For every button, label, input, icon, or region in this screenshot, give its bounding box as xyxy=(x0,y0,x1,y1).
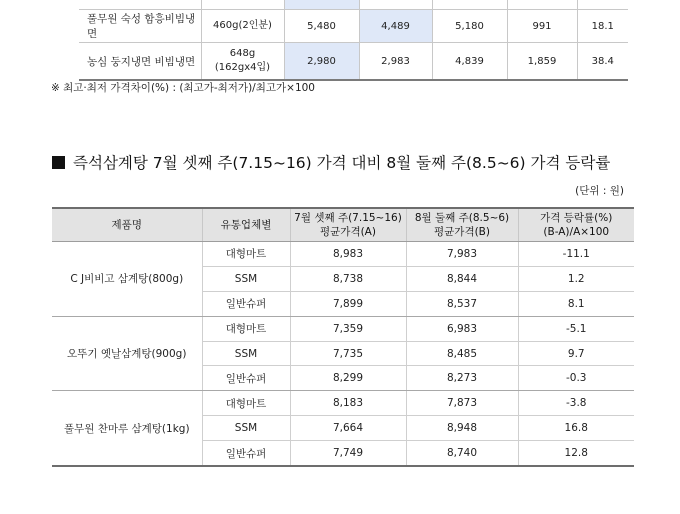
price-cell: 991 xyxy=(507,10,577,43)
price-b-cell: 6,983 xyxy=(406,316,518,341)
price-a-cell: 8,738 xyxy=(290,266,406,291)
channel-cell: 대형마트 xyxy=(202,242,290,267)
table-row xyxy=(52,391,634,416)
channel-cell: SSM xyxy=(202,341,290,366)
price-a-cell: 7,899 xyxy=(290,291,406,316)
header-price-b-line1: 8월 둘째 주(8.5~6) xyxy=(414,212,510,224)
price-b-cell: 8,948 xyxy=(406,416,518,441)
change-rate-cell: -0.3 xyxy=(518,366,634,391)
change-rate-cell: 1.2 xyxy=(518,266,634,291)
change-rate-cell: -3.8 xyxy=(518,391,634,416)
price-b-cell: 8,273 xyxy=(406,366,518,391)
price-b-cell: 8,740 xyxy=(406,441,518,466)
weight-line-2: (162gx4입) xyxy=(214,62,271,73)
channel-cell: SSM xyxy=(202,416,290,441)
channel-cell: 일반슈퍼 xyxy=(202,291,290,316)
header-price-b xyxy=(406,208,518,242)
price-diff-note: ※ 최고·최저 가격차이(%) : (최고가-최저가)/최고가×100 xyxy=(51,82,315,94)
price-a-cell: 7,735 xyxy=(290,341,406,366)
product-name-cell: 풀무원 숙성 함흥비빔냉면 xyxy=(79,10,201,43)
change-rate-cell: -11.1 xyxy=(518,242,634,267)
price-cell: 2,983 xyxy=(359,43,432,81)
change-rate-cell: 8.1 xyxy=(518,291,634,316)
table-row xyxy=(52,316,634,341)
change-rate-cell: 12.8 xyxy=(518,441,634,466)
price-cell: 1,859 xyxy=(507,43,577,81)
header-channel: 유통업체별 xyxy=(202,208,290,242)
price-a-cell: 8,299 xyxy=(290,366,406,391)
price-cell xyxy=(507,0,577,10)
table-row xyxy=(52,242,634,267)
unit-label: (단위 : 원) xyxy=(575,185,624,197)
section-title xyxy=(52,151,610,173)
product-name-cell: 풀무원 찬마루 삼계탕(1kg) xyxy=(52,391,202,466)
product-name-cell: 오뚜기 옛날삼계탕(900g) xyxy=(52,316,202,391)
header-change-line1: 가격 등락률(%) xyxy=(540,212,613,224)
price-cell: 18.1 xyxy=(577,10,628,43)
price-cell xyxy=(359,0,432,10)
lowest-price-cell xyxy=(284,0,359,10)
price-b-cell: 8,537 xyxy=(406,291,518,316)
price-a-cell: 7,664 xyxy=(290,416,406,441)
table-header-row xyxy=(52,208,634,242)
header-product: 제품명 xyxy=(52,208,202,242)
header-price-a-line2: 평균가격(A) xyxy=(320,226,376,238)
channel-cell: 대형마트 xyxy=(202,391,290,416)
samgyetang-price-table xyxy=(52,207,634,467)
price-cell xyxy=(577,0,628,10)
price-cell: 5,180 xyxy=(432,10,507,43)
price-cell: 38.4 xyxy=(577,43,628,81)
price-cell: 5,480 xyxy=(284,10,359,43)
price-cell: 4,839 xyxy=(432,43,507,81)
product-name-cell: 농심 둥지냉면 비빔냉면 xyxy=(79,43,201,81)
header-price-a-line1: 7월 셋째 주(7.15~16) xyxy=(294,212,402,224)
channel-cell: 일반슈퍼 xyxy=(202,366,290,391)
lowest-price-cell: 4,489 xyxy=(359,10,432,43)
weight-cell xyxy=(201,10,284,43)
header-change xyxy=(518,208,634,242)
square-bullet-icon xyxy=(52,156,65,169)
top-table-row xyxy=(79,10,628,43)
weight-cell xyxy=(201,43,284,81)
channel-cell: 일반슈퍼 xyxy=(202,441,290,466)
price-b-cell: 8,844 xyxy=(406,266,518,291)
change-rate-cell: 16.8 xyxy=(518,416,634,441)
weight-line: 648g xyxy=(229,48,256,59)
price-a-cell: 8,983 xyxy=(290,242,406,267)
price-a-cell: 8,183 xyxy=(290,391,406,416)
price-a-cell: 7,359 xyxy=(290,316,406,341)
change-rate-cell: 9.7 xyxy=(518,341,634,366)
product-name-cell: C J비비고 삼계탕(800g) xyxy=(52,242,202,317)
top-table-row xyxy=(79,43,628,81)
top-table-row xyxy=(79,0,628,10)
header-price-b-line2: 평균가격(B) xyxy=(434,226,490,238)
price-cell xyxy=(432,0,507,10)
header-price-a xyxy=(290,208,406,242)
channel-cell: 대형마트 xyxy=(202,316,290,341)
price-b-cell: 7,873 xyxy=(406,391,518,416)
price-a-cell: 7,749 xyxy=(290,441,406,466)
channel-cell: SSM xyxy=(202,266,290,291)
product-name-cell xyxy=(79,0,201,10)
price-b-cell: 7,983 xyxy=(406,242,518,267)
section-title-text: 즉석삼계탕 7월 셋째 주(7.15~16) 가격 대비 8월 둘째 주(8.5~6) 가격 등락률 xyxy=(73,154,611,172)
weight-line: 460g(2인분) xyxy=(213,20,272,31)
weight-cell xyxy=(201,0,284,10)
top-price-table xyxy=(79,0,628,81)
lowest-price-cell: 2,980 xyxy=(284,43,359,81)
header-change-line2: (B-A)/A×100 xyxy=(543,226,610,238)
change-rate-cell: -5.1 xyxy=(518,316,634,341)
price-b-cell: 8,485 xyxy=(406,341,518,366)
